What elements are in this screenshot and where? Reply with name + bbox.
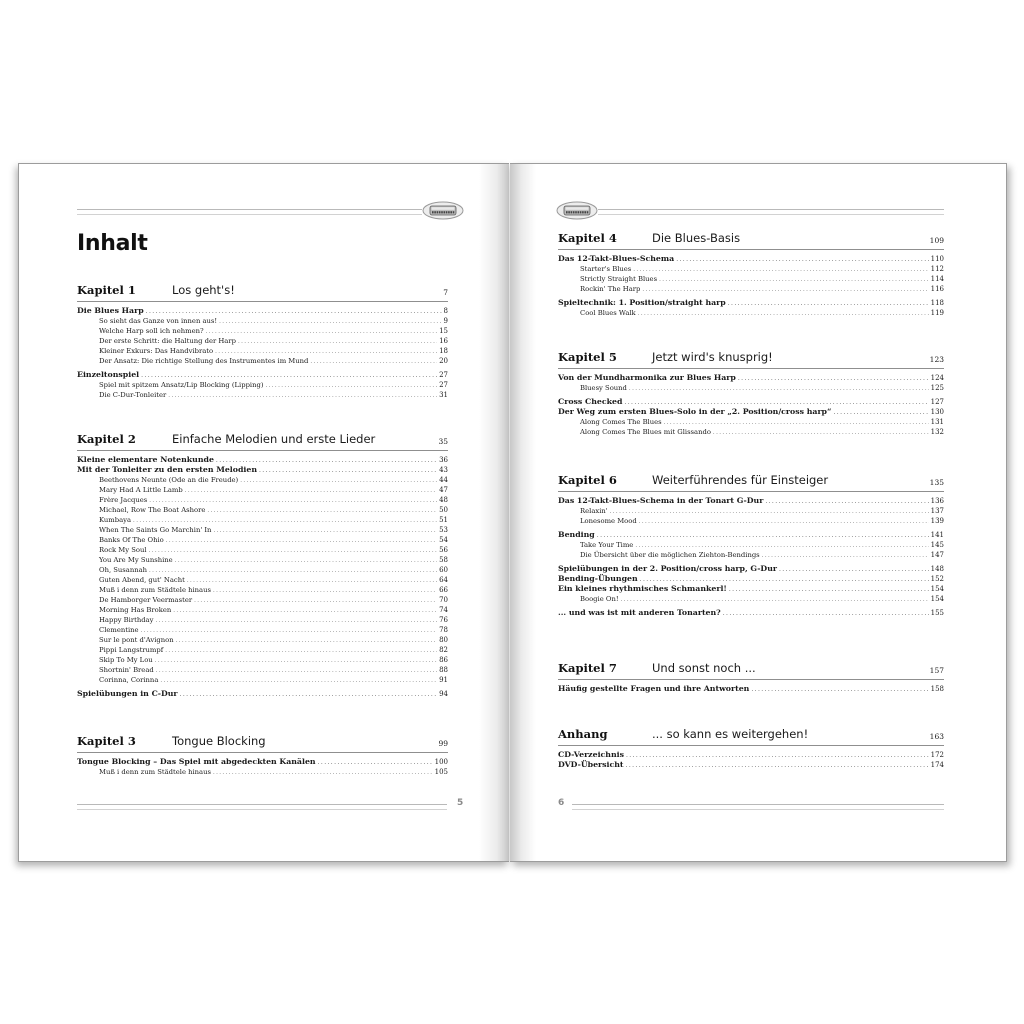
- entry-title: Lonesome Mood: [580, 517, 637, 525]
- chapter-title: ... so kann es weitergehen!: [652, 727, 809, 741]
- entry-title: Relaxin': [580, 507, 608, 515]
- toc-subentry: [77, 485, 448, 495]
- entry-page-number: 20: [439, 357, 448, 365]
- harmonica-icon: [556, 201, 598, 220]
- toc-subentry: [77, 356, 448, 366]
- entry-title: Spielübungen in der 2. Position/cross harp, G-Dur: [558, 564, 777, 573]
- chapter-heading: [558, 661, 944, 677]
- entry-page-number: 148: [930, 565, 944, 573]
- dot-leader: [185, 486, 437, 496]
- entry-title: Muß i denn zum Städtele hinaus: [99, 586, 211, 594]
- chapter-rule: [558, 489, 944, 492]
- entry-title: Take Your Time: [580, 541, 634, 549]
- toc-subentry: [77, 595, 448, 605]
- toc-subentry: [558, 383, 944, 393]
- entry-title: Spielübungen in C-Dur: [77, 689, 178, 698]
- entry-title: Strictly Straight Blues: [580, 275, 658, 283]
- toc-entry: [558, 684, 944, 694]
- toc-subentry: [558, 264, 944, 274]
- toc-subentry: [558, 284, 944, 294]
- chapter-label: Kapitel 7: [558, 661, 617, 675]
- chapter-heading: [77, 283, 448, 299]
- dot-leader: [187, 576, 437, 586]
- entry-page-number: 50: [439, 506, 448, 514]
- header-rule: [598, 209, 944, 215]
- entry-page-number: 80: [439, 636, 448, 644]
- dot-leader: [213, 768, 433, 778]
- entry-page-number: 141: [930, 531, 944, 539]
- dot-leader: [176, 636, 438, 646]
- chapter-section: [558, 473, 944, 618]
- entry-page-number: 112: [930, 265, 944, 273]
- entry-page-number: 70: [439, 596, 448, 604]
- toc-subentry: [77, 655, 448, 665]
- dot-leader: [175, 556, 437, 566]
- chapter-section: [558, 350, 944, 437]
- entry-title: Shortnin' Bread: [99, 666, 154, 674]
- toc-entry: [558, 298, 944, 308]
- chapter-title: Los geht's!: [172, 283, 235, 297]
- dot-leader: [149, 566, 437, 576]
- chapter-label: Kapitel 5: [558, 350, 617, 364]
- dot-leader: [629, 384, 929, 394]
- entry-page-number: 66: [439, 586, 448, 594]
- entry-title: Die C-Dur-Tonleiter: [99, 391, 167, 399]
- chapter-title: Und sonst noch ...: [652, 661, 756, 675]
- chapter-rule: [558, 247, 944, 250]
- entry-title: Mary Had A Little Lamb: [99, 486, 183, 494]
- toc-subentry: [77, 767, 448, 777]
- dot-leader: [213, 526, 437, 536]
- entry-title: Rock My Soul: [99, 546, 147, 554]
- chapter-heading: [558, 350, 944, 366]
- entry-title: Der erste Schritt: die Haltung der Harp: [99, 337, 236, 345]
- entry-title: Das 12-Takt-Blues-Schema in der Tonart G-Dur: [558, 496, 764, 505]
- entry-title: You Are My Sunshine: [99, 556, 173, 564]
- entry-title: Kleiner Exkurs: Das Handvibrato: [99, 347, 214, 355]
- entry-page-number: 118: [930, 299, 944, 307]
- chapter-title: Einfache Melodien und erste Lieder: [172, 432, 376, 446]
- chapter-page-number: 163: [929, 732, 944, 741]
- entry-page-number: 137: [930, 507, 944, 515]
- toc-subentry: [77, 545, 448, 555]
- toc-subentry: [77, 575, 448, 585]
- toc-subentry: [77, 625, 448, 635]
- toc-entry: [77, 757, 448, 767]
- dot-leader: [149, 546, 438, 556]
- entry-page-number: 155: [930, 609, 944, 617]
- dot-leader: [642, 285, 928, 295]
- chapter-page-number: 7: [443, 288, 448, 297]
- chapter-page-number: 123: [929, 355, 944, 364]
- entry-page-number: 139: [930, 517, 944, 525]
- left-page: [18, 163, 509, 862]
- dot-leader: [751, 685, 928, 695]
- toc-subentry: [558, 540, 944, 550]
- chapter-section: [77, 432, 448, 699]
- entry-page-number: 27: [439, 381, 448, 389]
- chapter-rule: [558, 677, 944, 680]
- entry-title: De Hamborger Veermaster: [99, 596, 193, 604]
- dot-leader: [213, 586, 437, 596]
- entry-page-number: 100: [434, 758, 448, 766]
- chapter-section: [558, 661, 944, 694]
- entry-page-number: 132: [930, 428, 944, 436]
- chapter-rule: [558, 743, 944, 746]
- entry-page-number: 31: [439, 391, 448, 399]
- toc-subentry: [77, 615, 448, 625]
- toc-subentry: [77, 346, 448, 356]
- toc-subentry: [77, 505, 448, 515]
- entry-title: Spieltechnik: 1. Position/straight harp: [558, 298, 726, 307]
- dot-leader: [141, 626, 438, 636]
- entry-title: Banks Of The Ohio: [99, 536, 164, 544]
- chapter-rule: [77, 299, 448, 302]
- chapter-title: Jetzt wird's knusprig!: [652, 350, 773, 364]
- chapter-label: Kapitel 4: [558, 231, 617, 245]
- chapter-heading: [558, 231, 944, 247]
- chapter-label: Kapitel 6: [558, 473, 617, 487]
- toc-subentry: [558, 506, 944, 516]
- toc-subentry: [77, 585, 448, 595]
- dot-leader: [676, 255, 928, 265]
- entry-page-number: 82: [439, 646, 448, 654]
- chapter-rule: [77, 750, 448, 753]
- entry-title: Die Blues Harp: [77, 306, 144, 315]
- entry-page-number: 145: [930, 541, 944, 549]
- dot-leader: [779, 565, 929, 575]
- entry-page-number: 56: [439, 546, 448, 554]
- entry-title: Tongue Blocking – Das Spiel mit abgedeckten Kanälen: [77, 757, 316, 766]
- entry-page-number: 119: [930, 309, 944, 317]
- dot-leader: [155, 656, 437, 666]
- entry-title: Kumbaya: [99, 516, 132, 524]
- entry-page-number: 154: [930, 595, 944, 603]
- entry-title: CD-Verzeichnis: [558, 750, 624, 759]
- entry-title: Beethovens Neunte (Ode an die Freude): [99, 476, 239, 484]
- chapter-heading: [77, 734, 448, 750]
- entry-title: Bluesy Sound: [580, 384, 627, 392]
- entry-page-number: 152: [930, 575, 944, 583]
- entry-title: Kleine elementare Notenkunde: [77, 455, 214, 464]
- chapter-heading: [558, 727, 944, 743]
- entry-page-number: 78: [439, 626, 448, 634]
- entry-page-number: 136: [930, 497, 944, 505]
- dot-leader: [639, 517, 929, 527]
- entry-page-number: 36: [439, 456, 448, 464]
- entry-page-number: 53: [439, 526, 448, 534]
- entry-page-number: 27: [439, 371, 448, 379]
- dot-leader: [659, 275, 929, 285]
- dot-leader: [597, 531, 929, 541]
- entry-page-number: 74: [439, 606, 448, 614]
- dot-leader: [173, 606, 437, 616]
- entry-title: Der Weg zum ersten Blues-Solo in der „2. Position/cross harp“: [558, 407, 832, 416]
- entry-title: Morning Has Broken: [99, 606, 172, 614]
- entry-title: Das 12-Takt-Blues-Schema: [558, 254, 675, 263]
- chapter-title: Die Blues-Basis: [652, 231, 741, 245]
- chapter-section: [77, 283, 448, 400]
- toc-subentry: [77, 475, 448, 485]
- entry-page-number: 110: [930, 255, 944, 263]
- entry-page-number: 51: [439, 516, 448, 524]
- chapter-rule: [558, 366, 944, 369]
- dot-leader: [168, 391, 437, 401]
- entry-page-number: 94: [439, 690, 448, 698]
- toc-subentry: [77, 645, 448, 655]
- toc-entry: [558, 760, 944, 770]
- entry-title: Happy Birthday: [99, 616, 154, 624]
- entry-title: Die Übersicht über die möglichen Ziehton-Bendings: [580, 551, 760, 559]
- entry-page-number: 127: [930, 398, 944, 406]
- entry-page-number: 105: [434, 768, 448, 776]
- dot-leader: [165, 646, 437, 656]
- dot-leader: [238, 337, 437, 347]
- toc-subentry: [77, 535, 448, 545]
- dot-leader: [728, 299, 929, 309]
- entry-title: Spiel mit spitzem Ansatz/Lip Blocking (Lipping): [99, 381, 264, 389]
- chapter-heading: [558, 473, 944, 489]
- chapter-rule: [77, 448, 448, 451]
- entry-title: Starter's Blues: [580, 265, 632, 273]
- entry-title: Sur le pont d'Avignon: [99, 636, 174, 644]
- chapter-section: [558, 231, 944, 318]
- toc-entry: [558, 608, 944, 618]
- toc-entry: [558, 496, 944, 506]
- entry-page-number: 54: [439, 536, 448, 544]
- toc-entry: [77, 689, 448, 699]
- entry-page-number: 64: [439, 576, 448, 584]
- toc-entry: [558, 373, 944, 383]
- dot-leader: [206, 327, 437, 337]
- chapter-page-number: 135: [929, 478, 944, 487]
- entry-page-number: 158: [930, 685, 944, 693]
- entry-page-number: 44: [439, 476, 448, 484]
- chapter-section: [558, 727, 944, 770]
- toc-subentry: [558, 417, 944, 427]
- entry-page-number: 130: [930, 408, 944, 416]
- dot-leader: [621, 595, 929, 605]
- toc-entry: [558, 750, 944, 760]
- dot-leader: [723, 609, 929, 619]
- chapter-label: Anhang: [558, 727, 608, 741]
- entry-title: Skip To My Lou: [99, 656, 153, 664]
- dot-leader: [259, 466, 437, 476]
- entry-title: DVD-Übersicht: [558, 760, 624, 769]
- entry-page-number: 15: [439, 327, 448, 335]
- chapter-section: [77, 734, 448, 777]
- entry-title: Der Ansatz: Die richtige Stellung des Instrumentes im Mund: [99, 357, 309, 365]
- entry-title: Von der Mundharmonika zur Blues Harp: [558, 373, 736, 382]
- toc-subentry: [77, 380, 448, 390]
- dot-leader: [207, 506, 437, 516]
- entry-page-number: 88: [439, 666, 448, 674]
- chapter-label: Kapitel 1: [77, 283, 136, 297]
- entry-title: Cool Blues Walk: [580, 309, 636, 317]
- entry-page-number: 18: [439, 347, 448, 355]
- dot-leader: [155, 616, 437, 626]
- entry-page-number: 114: [930, 275, 944, 283]
- entry-title: Ein kleines rhythmisches Schmankerl!: [558, 584, 727, 593]
- dot-leader: [626, 751, 929, 761]
- entry-page-number: 8: [443, 307, 448, 315]
- entry-title: Mit der Tonleiter zu den ersten Melodien: [77, 465, 257, 474]
- entry-title: Oh, Susannah: [99, 566, 148, 574]
- entry-page-number: 58: [439, 556, 448, 564]
- toc-subentry: [77, 326, 448, 336]
- chapter-page-number: 109: [929, 236, 944, 245]
- dot-leader: [638, 309, 929, 319]
- toc-entry: [558, 584, 944, 594]
- right-page: [510, 163, 1007, 862]
- entry-page-number: 174: [930, 761, 944, 769]
- toc-subentry: [77, 675, 448, 685]
- gutter-shadow-left: [479, 164, 509, 861]
- entry-page-number: 48: [439, 496, 448, 504]
- dot-leader: [765, 497, 928, 507]
- dot-leader: [310, 357, 437, 367]
- toc-subentry: [77, 665, 448, 675]
- entry-page-number: 86: [439, 656, 448, 664]
- entry-title: Welche Harp soll ich nehmen?: [99, 327, 204, 335]
- dot-leader: [160, 676, 437, 686]
- header-rule: [77, 209, 422, 215]
- entry-title: Michael, Row The Boat Ashore: [99, 506, 206, 514]
- dot-leader: [240, 476, 437, 486]
- dot-leader: [738, 374, 929, 384]
- toc-subentry: [77, 605, 448, 615]
- chapter-title: Tongue Blocking: [172, 734, 266, 748]
- dot-leader: [834, 408, 929, 418]
- dot-leader: [729, 585, 929, 595]
- open-book: [18, 163, 1006, 860]
- chapter-label: Kapitel 3: [77, 734, 136, 748]
- entry-title: Cross Checked: [558, 397, 623, 406]
- toc-subentry: [77, 635, 448, 645]
- dot-leader: [156, 666, 437, 676]
- toc-subentry: [77, 525, 448, 535]
- dot-leader: [166, 536, 437, 546]
- toc-subentry: [77, 495, 448, 505]
- entry-page-number: 124: [930, 374, 944, 382]
- toc-subentry: [558, 550, 944, 560]
- entry-title: Einzeltonspiel: [77, 370, 140, 379]
- dot-leader: [265, 381, 437, 391]
- entry-title: Clementine: [99, 626, 139, 634]
- entry-title: Bending-Übungen: [558, 574, 638, 583]
- footer-rule: [77, 804, 447, 810]
- toc-subentry: [558, 308, 944, 318]
- dot-leader: [626, 761, 929, 771]
- toc-entry: [558, 530, 944, 540]
- toc-entry: [77, 306, 448, 316]
- toc-entry: [558, 407, 944, 417]
- entry-title: Häufig gestellte Fragen und ihre Antworten: [558, 684, 750, 693]
- entry-title: Bending: [558, 530, 595, 539]
- entry-page-number: 91: [439, 676, 448, 684]
- entry-page-number: 47: [439, 486, 448, 494]
- entry-title: Along Comes The Blues: [580, 418, 662, 426]
- toc-entry: [77, 455, 448, 465]
- entry-title: Guten Abend, gut' Nacht: [99, 576, 185, 584]
- entry-title: Pippi Langstrumpf: [99, 646, 164, 654]
- entry-title: Frère Jacques: [99, 496, 148, 504]
- page-number: 5: [457, 798, 464, 808]
- dot-leader: [713, 428, 929, 438]
- entry-title: Boogie On!: [580, 595, 619, 603]
- entry-page-number: 154: [930, 585, 944, 593]
- toc-subentry: [558, 516, 944, 526]
- entry-page-number: 131: [930, 418, 944, 426]
- page-title: Inhalt: [77, 231, 148, 256]
- entry-title: Corinna, Corinna: [99, 676, 159, 684]
- chapter-page-number: 99: [438, 739, 448, 748]
- footer-rule: [572, 804, 944, 810]
- harmonica-icon: [422, 201, 464, 220]
- entry-title: So sieht das Ganze von innen aus!: [99, 317, 218, 325]
- entry-page-number: 16: [439, 337, 448, 345]
- entry-title: When The Saints Go Marchin' In: [99, 526, 212, 534]
- chapter-page-number: 157: [929, 666, 944, 675]
- entry-page-number: 76: [439, 616, 448, 624]
- toc-subentry: [558, 594, 944, 604]
- toc-entry: [558, 397, 944, 407]
- entry-title: ... und was ist mit anderen Tonarten?: [558, 608, 721, 617]
- entry-page-number: 60: [439, 566, 448, 574]
- dot-leader: [194, 596, 437, 606]
- entry-title: Muß i denn zum Städtele hinaus: [99, 768, 211, 776]
- page-number: 6: [558, 798, 565, 808]
- toc-entry: [77, 465, 448, 475]
- toc-subentry: [77, 316, 448, 326]
- toc-subentry: [77, 336, 448, 346]
- entry-page-number: 9: [443, 317, 448, 325]
- dot-leader: [633, 265, 928, 275]
- chapter-label: Kapitel 2: [77, 432, 136, 446]
- dot-leader: [762, 551, 929, 561]
- chapter-title: Weiterführendes für Einsteiger: [652, 473, 829, 487]
- dot-leader: [610, 507, 929, 517]
- toc-subentry: [558, 427, 944, 437]
- dot-leader: [318, 758, 433, 768]
- gutter-shadow-right: [510, 164, 536, 861]
- chapter-page-number: 35: [438, 437, 448, 446]
- toc-subentry: [77, 565, 448, 575]
- toc-entry: [77, 370, 448, 380]
- entry-page-number: 116: [930, 285, 944, 293]
- chapter-heading: [77, 432, 448, 448]
- toc-subentry: [77, 555, 448, 565]
- toc-subentry: [77, 515, 448, 525]
- entry-title: Rockin' The Harp: [580, 285, 641, 293]
- entry-title: Along Comes The Blues mit Glissando: [580, 428, 711, 436]
- toc-entry: [558, 254, 944, 264]
- dot-leader: [219, 317, 441, 327]
- toc-subentry: [77, 390, 448, 400]
- toc-entry: [558, 574, 944, 584]
- entry-page-number: 125: [930, 384, 944, 392]
- entry-page-number: 172: [930, 751, 944, 759]
- toc-entry: [558, 564, 944, 574]
- entry-page-number: 147: [930, 551, 944, 559]
- entry-page-number: 43: [439, 466, 448, 474]
- dot-leader: [180, 690, 438, 700]
- toc-subentry: [558, 274, 944, 284]
